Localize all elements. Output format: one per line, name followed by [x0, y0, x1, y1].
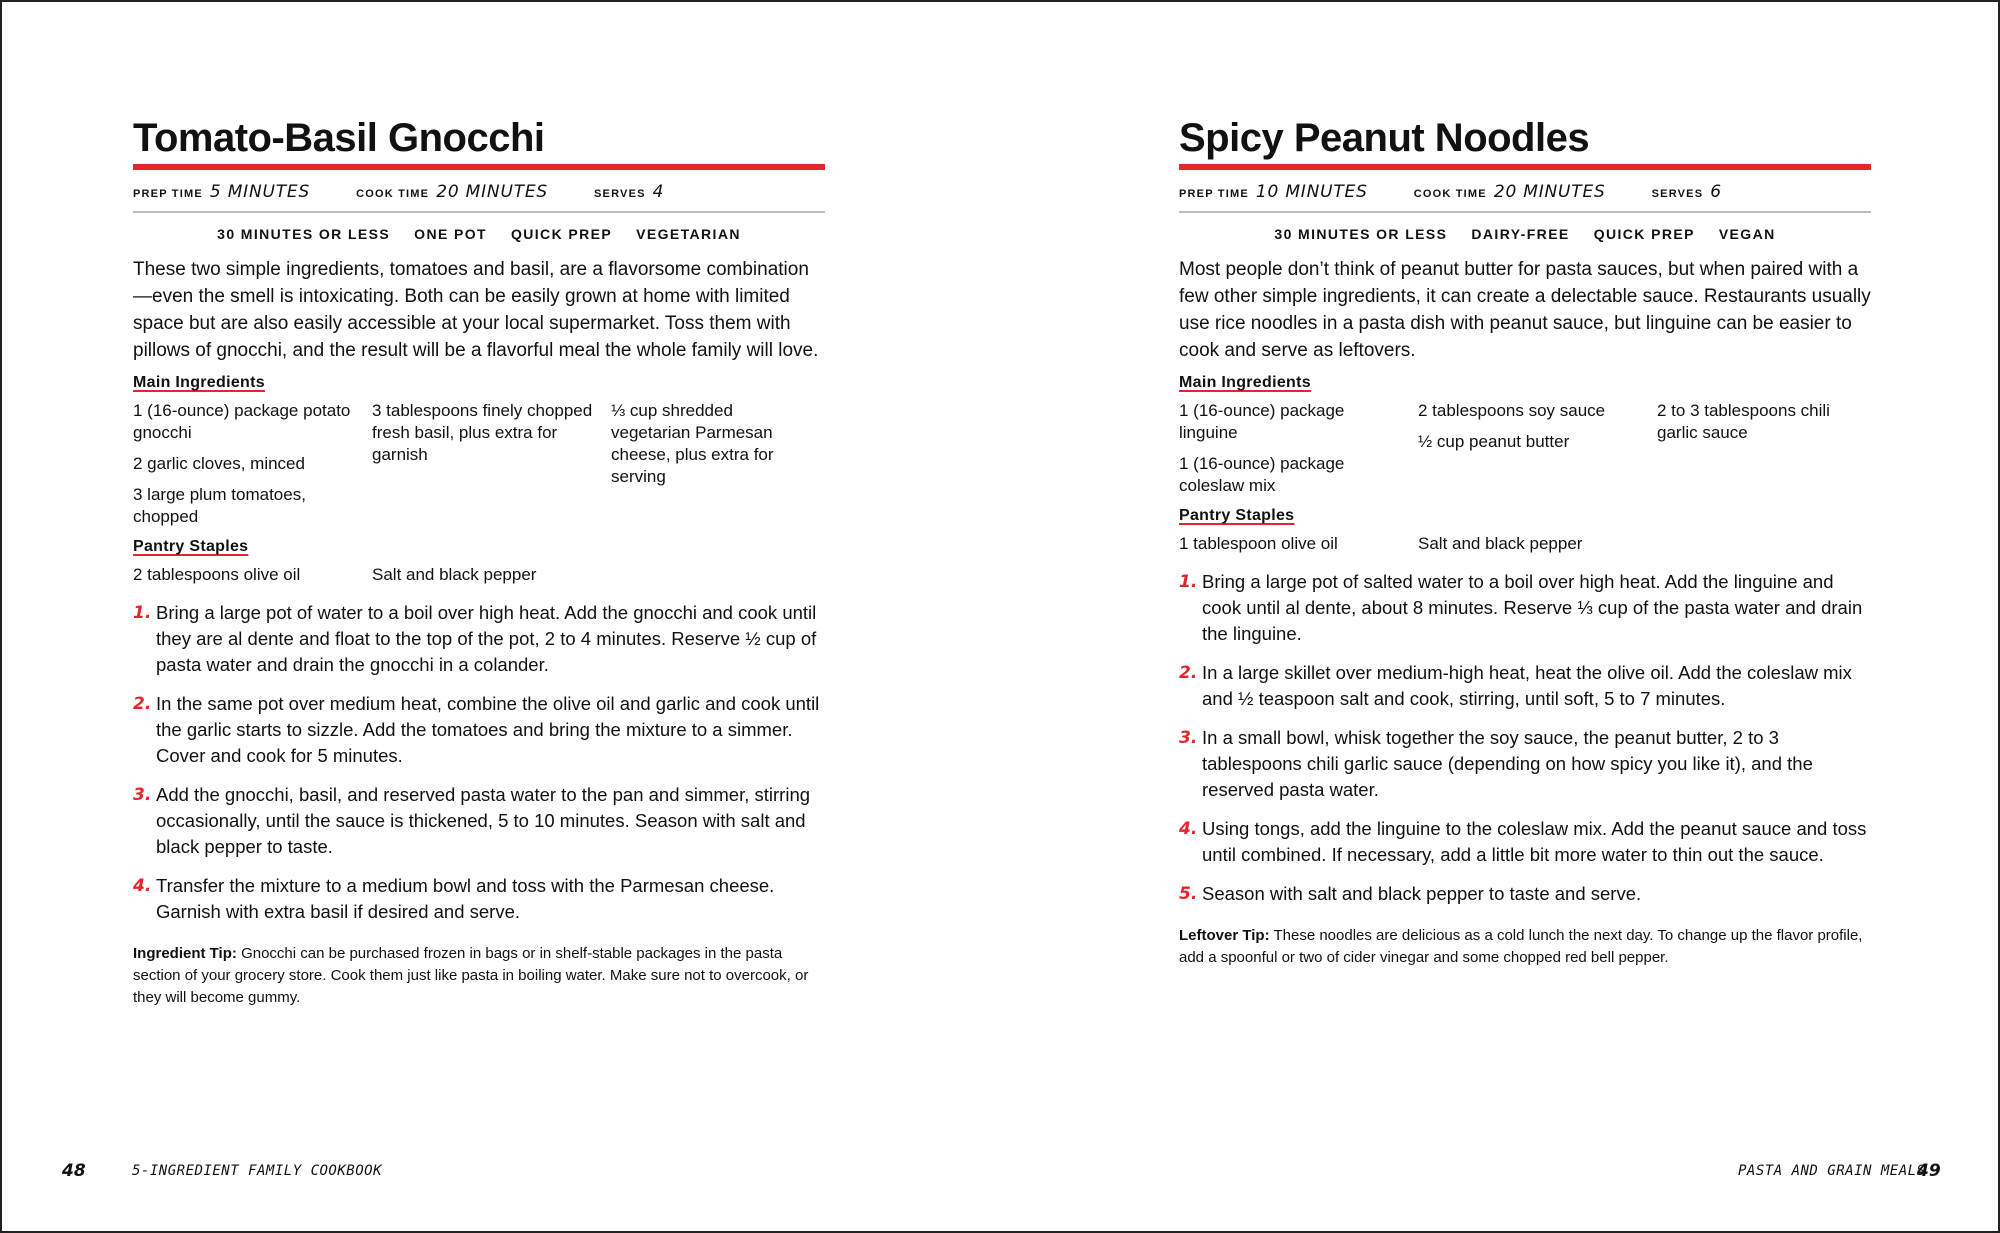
prep-time-label: PREP TIME — [1179, 188, 1249, 200]
tip-text: Gnocchi can be purchased frozen in bags or in shelf-stable packages in the pasta section of your grocery store. Cook them just like pasta in boiling water. Make sure not to overcook, or they will become gummy. — [133, 945, 809, 1006]
ingredient-column — [611, 400, 825, 528]
step — [133, 600, 825, 678]
step — [1179, 725, 1871, 803]
serves-label: SERVES — [594, 188, 646, 200]
recipe-steps — [1179, 569, 1871, 907]
ingredient-column — [1418, 533, 1657, 555]
prep-time — [133, 182, 310, 202]
ingredient-column — [1418, 400, 1657, 497]
step-number: 1. — [1179, 572, 1198, 592]
step — [1179, 660, 1871, 712]
tip-label: Ingredient Tip: — [133, 945, 237, 962]
recipe-tags — [133, 226, 825, 242]
tag: DAIRY-FREE — [1471, 226, 1570, 242]
right-recipe — [1179, 114, 1871, 969]
ingredient: 1 (16-ounce) package potato gnocchi — [133, 401, 351, 442]
ingredient: 2 tablespoons olive oil — [133, 565, 301, 584]
step-text: Season with salt and black pepper to taste and serve. — [1202, 883, 1642, 904]
ingredient-column — [133, 564, 372, 586]
recipe-tags — [1179, 226, 1871, 242]
step-number: 4. — [133, 876, 152, 896]
page-number: 49 — [1917, 1161, 1941, 1181]
step-number: 1. — [133, 603, 152, 623]
ingredient: ⅓ cup shredded vegetarian Parmesan cheese, plus extra for serving — [611, 401, 774, 486]
ingredient-column — [372, 564, 611, 586]
page-number: 48 — [62, 1161, 86, 1181]
serves — [594, 182, 664, 202]
cook-time-value: 20 MINUTES — [436, 182, 549, 202]
right-page — [1002, 2, 2000, 1231]
recipe-title: Spicy Peanut Noodles — [1179, 116, 1590, 160]
tag: 30 MINUTES OR LESS — [217, 226, 391, 242]
ingredient: 1 tablespoon olive oil — [1179, 534, 1338, 553]
ingredient-column — [1179, 400, 1418, 497]
step — [133, 691, 825, 769]
tag: ONE POT — [414, 226, 487, 242]
recipe-title: Tomato-Basil Gnocchi — [133, 116, 545, 160]
main-ingredients — [133, 400, 825, 528]
running-footer: 5-INGREDIENT FAMILY COOKBOOK — [132, 1163, 383, 1179]
step-number: 5. — [1179, 884, 1198, 904]
step-text: Bring a large pot of salted water to a boil over high heat. Add the linguine and cook until al dente, about 8 minutes. Reserve ⅓ cup of the pasta water and drain the linguine. — [1202, 571, 1863, 644]
serves-value: 4 — [652, 182, 665, 202]
tag: VEGAN — [1718, 226, 1776, 242]
step-text: Add the gnocchi, basil, and reserved pasta water to the pan and simmer, stirring occasionally, until the sauce is thickened, 5 to 10 minutes. Season with salt and black pepper to taste. — [156, 784, 811, 857]
step-number: 3. — [133, 785, 152, 805]
running-footer: PASTA AND GRAIN MEALS — [1738, 1163, 1926, 1179]
tag: QUICK PREP — [510, 226, 613, 242]
left-page — [2, 2, 1002, 1231]
cook-time — [356, 182, 548, 202]
cook-time-label: COOK TIME — [356, 188, 430, 200]
tag: 30 MINUTES OR LESS — [1274, 226, 1448, 242]
ingredient-column — [372, 400, 611, 528]
ingredient: 2 to 3 tablespoons chili garlic sauce — [1657, 401, 1830, 442]
step-text: Transfer the mixture to a medium bowl and toss with the Parmesan cheese. Garnish with extra basil if desired and serve. — [156, 875, 775, 922]
cook-time — [1414, 182, 1606, 202]
ingredient: 3 large plum tomatoes, chopped — [133, 485, 306, 526]
cook-time-label: COOK TIME — [1413, 188, 1487, 200]
step-text: Bring a large pot of water to a boil over high heat. Add the gnocchi and cook until they are al dente and float to the top of the pot, 2 to 4 minutes. Reserve ½ cup of pasta water and drain the gnocchi in a colander. — [156, 602, 817, 675]
pantry-staples-heading: Pantry Staples — [133, 538, 249, 555]
step-number: 2. — [1179, 663, 1198, 683]
ingredient: 2 garlic cloves, minced — [133, 454, 305, 473]
step-text: Using tongs, add the linguine to the coleslaw mix. Add the peanut sauce and toss until combined. If necessary, add a little bit more water to thin out the sauce. — [1202, 818, 1867, 865]
step — [1179, 816, 1871, 868]
ingredient-column — [1657, 400, 1871, 497]
recipe-meta — [133, 182, 825, 213]
prep-time — [1179, 182, 1368, 202]
step-number: 3. — [1179, 728, 1198, 748]
recipe-intro: Most people don’t think of peanut butter for pasta sauces, but when paired with a few other simple ingredients, it can create a delectable sauce. Restaurants usually use rice noodles in a pasta dish with peanut sauce, but linguine can be easier to cook and serve as leftovers. — [1179, 259, 1871, 361]
main-ingredients-heading: Main Ingredients — [1179, 374, 1311, 391]
tip-label: Leftover Tip: — [1179, 927, 1270, 944]
ingredient-column — [1179, 533, 1418, 555]
ingredient: 3 tablespoons finely chopped fresh basil, plus extra for garnish — [372, 401, 593, 464]
serves-value: 6 — [1710, 182, 1722, 202]
step-number: 2. — [133, 694, 152, 714]
step-text: In a large skillet over medium-high heat, heat the olive oil. Add the coleslaw mix and ½ teaspoon salt and cook, stirring, until soft, 5 to 7 minutes. — [1202, 662, 1852, 709]
recipe-tip — [1179, 925, 1871, 969]
step-number: 4. — [1179, 819, 1198, 839]
prep-time-value: 10 MINUTES — [1255, 182, 1368, 202]
cook-time-value: 20 MINUTES — [1493, 182, 1606, 202]
pantry-staples — [1179, 533, 1871, 555]
recipe-meta — [1179, 182, 1871, 213]
step — [133, 873, 825, 925]
serves — [1652, 182, 1722, 202]
recipe-intro: These two simple ingredients, tomatoes and basil, are a flavorsome combination—even the smell is intoxicating. Both can be easily grown at home with limited space but are also easily accessible at your local supermarket. Toss them with pillows of gnocchi, and the result will be a flavorful meal the whole family will love. — [133, 259, 819, 361]
tip-text: These noodles are delicious as a cold lunch the next day. To change up the flavor profile, add a spoonful or two of cider vinegar and some chopped red bell pepper. — [1179, 927, 1863, 966]
left-recipe — [133, 114, 825, 1009]
ingredient: 1 (16-ounce) package linguine — [1179, 401, 1345, 442]
step — [133, 782, 825, 860]
step-text: In a small bowl, whisk together the soy sauce, the peanut butter, 2 to 3 tablespoons chili garlic sauce (depending on how spicy you like it), and the reserved pasta water. — [1202, 727, 1813, 800]
main-ingredients — [1179, 400, 1871, 497]
step-text: In the same pot over medium heat, combine the olive oil and garlic and cook until the garlic starts to sizzle. Add the tomatoes and bring the mixture to a simmer. Cover and cook for 5 minutes. — [156, 693, 820, 766]
serves-label: SERVES — [1651, 188, 1704, 200]
pantry-staples-heading: Pantry Staples — [1179, 507, 1295, 524]
ingredient: 2 tablespoons soy sauce — [1418, 401, 1606, 420]
tag: VEGETARIAN — [636, 226, 741, 242]
prep-time-value: 5 MINUTES — [209, 182, 311, 202]
step — [1179, 881, 1871, 907]
main-ingredients-heading: Main Ingredients — [133, 374, 265, 391]
ingredient: Salt and black pepper — [372, 565, 537, 584]
step — [1179, 569, 1871, 647]
prep-time-label: PREP TIME — [133, 188, 203, 200]
ingredient-column — [133, 400, 372, 528]
ingredient: 1 (16-ounce) package coleslaw mix — [1179, 454, 1345, 495]
recipe-steps — [133, 600, 825, 925]
ingredient: Salt and black pepper — [1418, 534, 1583, 553]
title-rule — [1179, 164, 1871, 170]
recipe-tip — [133, 943, 825, 1009]
title-rule — [133, 164, 825, 170]
ingredient: ½ cup peanut butter — [1418, 432, 1570, 451]
tag: QUICK PREP — [1593, 226, 1695, 242]
pantry-staples — [133, 564, 825, 586]
